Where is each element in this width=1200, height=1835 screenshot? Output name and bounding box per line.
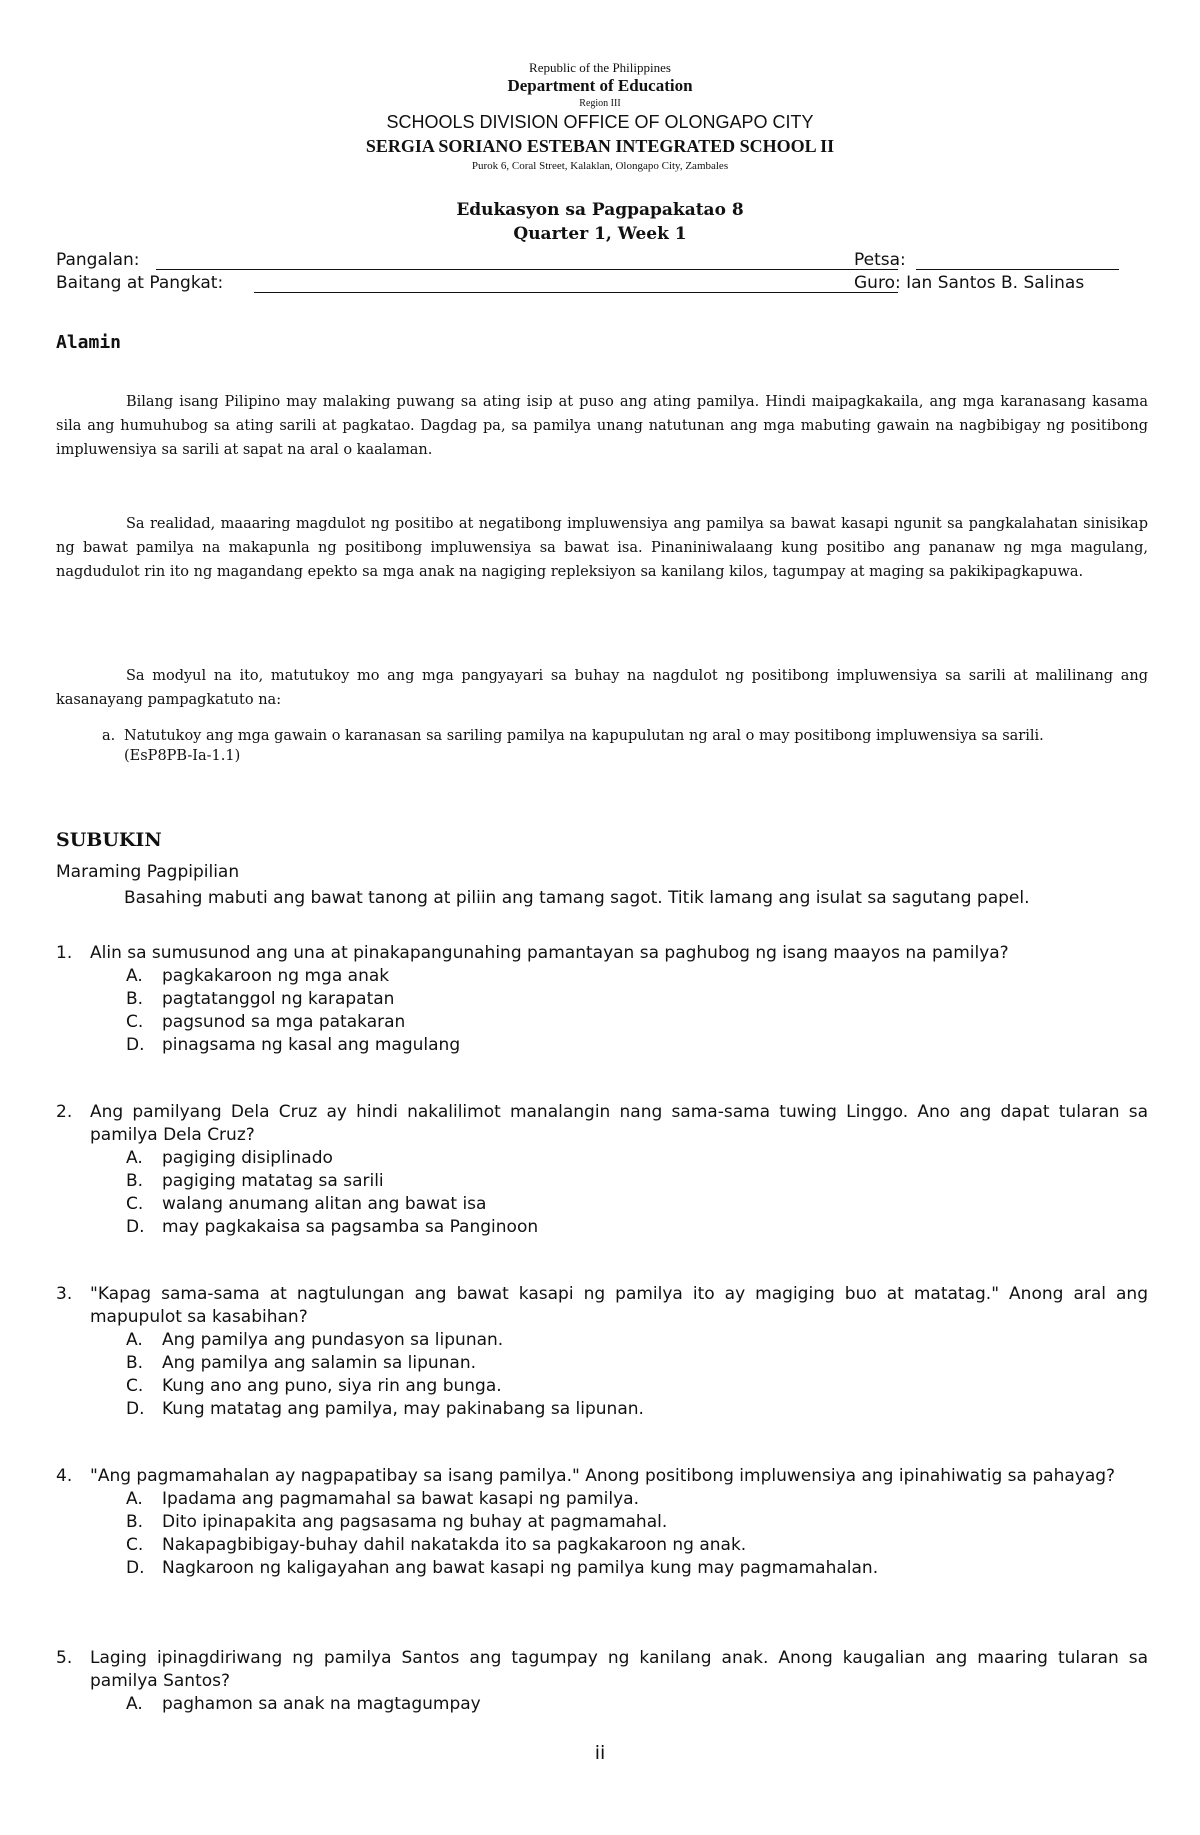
alamin-heading: Alamin	[56, 332, 122, 353]
option-text: Ang pamilya ang salamin sa lipunan.	[162, 1353, 477, 1373]
quarter-week: Quarter 1, Week 1	[513, 224, 687, 244]
option-a[interactable]	[126, 1329, 1148, 1352]
question-number: 4.	[56, 1466, 73, 1486]
question-text: Ang pamilyang Dela Cruz ay hindi nakalilimot manalangin nang sama-sama tuwing Linggo. Ano ang dapat tularan sa pamilya Dela Cruz?	[90, 1102, 1148, 1145]
option-text: walang anumang alitan ang bawat isa	[162, 1194, 487, 1214]
question-5	[56, 1647, 1148, 1716]
question-1	[56, 942, 1148, 1057]
question-4	[56, 1465, 1148, 1580]
option-c[interactable]	[126, 1193, 1148, 1216]
date-blank[interactable]	[916, 269, 1119, 270]
question-text: "Kapag sama-sama at nagtulungan ang bawat kasapi ng pamilya ito ay magiging buo at matatag." Anong aral ang mapupulot sa kasabihan?	[90, 1284, 1148, 1327]
option-letter: B.	[126, 989, 144, 1009]
option-letter: A.	[126, 1148, 143, 1168]
option-b[interactable]	[126, 1352, 1148, 1375]
option-d[interactable]	[126, 1034, 1148, 1057]
option-a[interactable]	[126, 1693, 1148, 1716]
option-d[interactable]	[126, 1216, 1148, 1239]
question-number: 3.	[56, 1284, 73, 1304]
objective-text: Natutukoy ang mga gawain o karanasan sa sariling pamilya na kapupulutan ng aral o may positibong impluwensiya sa sarili.	[124, 728, 1044, 744]
option-letter: A.	[126, 966, 143, 986]
option-letter: D.	[126, 1035, 145, 1055]
option-text: pagkakaroon ng mga anak	[162, 966, 390, 986]
option-c[interactable]	[126, 1011, 1148, 1034]
objective-code: (EsP8PB-Ia-1.1)	[124, 748, 241, 764]
school-name: SERGIA SORIANO ESTEBAN INTEGRATED SCHOOL II	[365, 136, 835, 156]
subject-title: Edukasyon sa Pagpapakatao 8	[456, 200, 744, 220]
option-text: paghamon sa anak na magtagumpay	[162, 1694, 481, 1714]
option-b[interactable]	[126, 1511, 1148, 1534]
option-d[interactable]	[126, 1398, 1148, 1421]
objective-letter: a.	[102, 728, 116, 744]
option-letter: C.	[126, 1535, 144, 1555]
option-text: Ipadama ang pagmamahal sa bawat kasapi ng pamilya.	[162, 1489, 639, 1509]
option-text: Nakapagbibigay-buhay dahil nakatakda ito sa pagkakaroon ng anak.	[162, 1535, 747, 1555]
alamin-paragraph-2: Sa realidad, maaaring magdulot ng positibo at negatibong impluwensiya ang pamilya sa bawat kasapi ngunit sa pangkalahatan sinisikap ng bawat pamilya na makapunla ng positibong impluwensiya sa bawat isa. Pinaniniwalaang kung positibo ang pananaw ng mga magulang, nagdudulot rin ito ng magandang epekto sa mga anak na nagiging repleksiyon sa kanilang kilos, tagumpay at maging sa pakikipagkapuwa.	[56, 516, 1148, 580]
question-text: "Ang pagmamahalan ay nagpapatibay sa isang pamilya." Anong positibong impluwensiya ang ipinahiwatig sa pahayag?	[90, 1466, 1116, 1486]
alamin-paragraph-3: Sa modyul na ito, matutukoy mo ang mga pangyayari sa buhay na nagdulot ng positibong impluwensiya sa sarili at malilinang ang kasanayang pampagkatuto na:	[56, 668, 1148, 708]
option-letter: B.	[126, 1512, 144, 1532]
option-letter: D.	[126, 1558, 145, 1578]
option-letter: B.	[126, 1171, 144, 1191]
region-line: Region III	[579, 98, 621, 109]
alamin-paragraph-1: Bilang isang Pilipino may malaking puwang sa ating isip at puso ang ating pamilya. Hindi maipagkakaila, ang mga karanasang kasama sila ang humuhubog sa ating sarili at pagkatao. Dagdag pa, sa pamilya unang natutunan ang mga mabuting gawain na nagbibigay ng positibong impluwensiya sa sarili at sapat na aral o kaalaman.	[56, 394, 1148, 458]
option-c[interactable]	[126, 1534, 1148, 1557]
republic-line: Republic of the Philippines	[529, 60, 671, 75]
option-text: pagtatanggol ng karapatan	[162, 989, 395, 1009]
option-letter: D.	[126, 1217, 145, 1237]
grade-section-blank[interactable]	[254, 292, 898, 293]
teacher-name: Guro: Ian Santos B. Salinas	[854, 273, 1085, 293]
option-letter: D.	[126, 1399, 145, 1419]
option-letter: A.	[126, 1694, 143, 1714]
option-text: Dito ipinapakita ang pagsasama ng buhay at pagmamahal.	[162, 1512, 668, 1532]
question-text: Alin sa sumusunod ang una at pinakapangunahing pamantayan sa paghubog ng isang maayos na pamilya?	[90, 943, 1009, 963]
option-b[interactable]	[126, 1170, 1148, 1193]
option-letter: C.	[126, 1376, 144, 1396]
option-text: pagiging disiplinado	[162, 1148, 333, 1168]
option-letter: A.	[126, 1489, 143, 1509]
option-text: Kung ano ang puno, siya rin ang bunga.	[162, 1376, 502, 1396]
option-letter: A.	[126, 1330, 143, 1350]
grade-teacher-row	[56, 273, 1156, 297]
test-instruction: Basahing mabuti ang bawat tanong at piliin ang tamang sagot. Titik lamang ang isulat sa sagutang papel.	[124, 888, 1030, 908]
school-address: Purok 6, Coral Street, Kalaklan, Olongapo City, Zambales	[471, 160, 729, 172]
name-label: Pangalan:	[56, 250, 140, 270]
option-text: Ang pamilya ang pundasyon sa lipunan.	[162, 1330, 504, 1350]
option-b[interactable]	[126, 988, 1148, 1011]
option-text: pinagsama ng kasal ang magulang	[162, 1035, 461, 1055]
question-2	[56, 1101, 1148, 1239]
option-a[interactable]	[126, 965, 1148, 988]
option-d[interactable]	[126, 1557, 1148, 1580]
question-number: 2.	[56, 1102, 73, 1122]
option-text: pagsunod sa mga patakaran	[162, 1012, 406, 1032]
page-number: ii	[594, 1742, 606, 1764]
learning-objective	[102, 726, 1148, 766]
option-letter: B.	[126, 1353, 144, 1373]
option-text: Kung matatag ang pamilya, may pakinabang sa lipunan.	[162, 1399, 644, 1419]
question-number: 1.	[56, 943, 73, 963]
option-c[interactable]	[126, 1375, 1148, 1398]
date-label: Petsa:	[854, 250, 906, 270]
option-text: Nagkaroon ng kaligayahan ang bawat kasapi ng pamilya kung may pagmamahalan.	[162, 1558, 879, 1578]
test-type: Maraming Pagpipilian	[56, 862, 240, 882]
option-letter: C.	[126, 1012, 144, 1032]
question-text: Laging ipinagdiriwang ng pamilya Santos ang tagumpay ng kanilang anak. Anong kaugalian ang maaring tularan sa pamilya Santos?	[90, 1648, 1148, 1691]
question-number: 5.	[56, 1648, 73, 1668]
subukin-heading: SUBUKIN	[56, 829, 162, 851]
option-a[interactable]	[126, 1488, 1148, 1511]
option-text: pagiging matatag sa sarili	[162, 1171, 384, 1191]
option-a[interactable]	[126, 1147, 1148, 1170]
name-date-row	[56, 250, 1156, 274]
option-letter: C.	[126, 1194, 144, 1214]
option-text: may pagkakaisa sa pagsamba sa Panginoon	[162, 1217, 539, 1237]
division-line: SCHOOLS DIVISION OFFICE OF OLONGAPO CITY	[386, 112, 814, 132]
grade-section-label: Baitang at Pangkat:	[56, 273, 224, 293]
department-line: Department of Education	[507, 76, 693, 95]
question-3	[56, 1283, 1148, 1421]
name-blank[interactable]	[156, 269, 898, 270]
